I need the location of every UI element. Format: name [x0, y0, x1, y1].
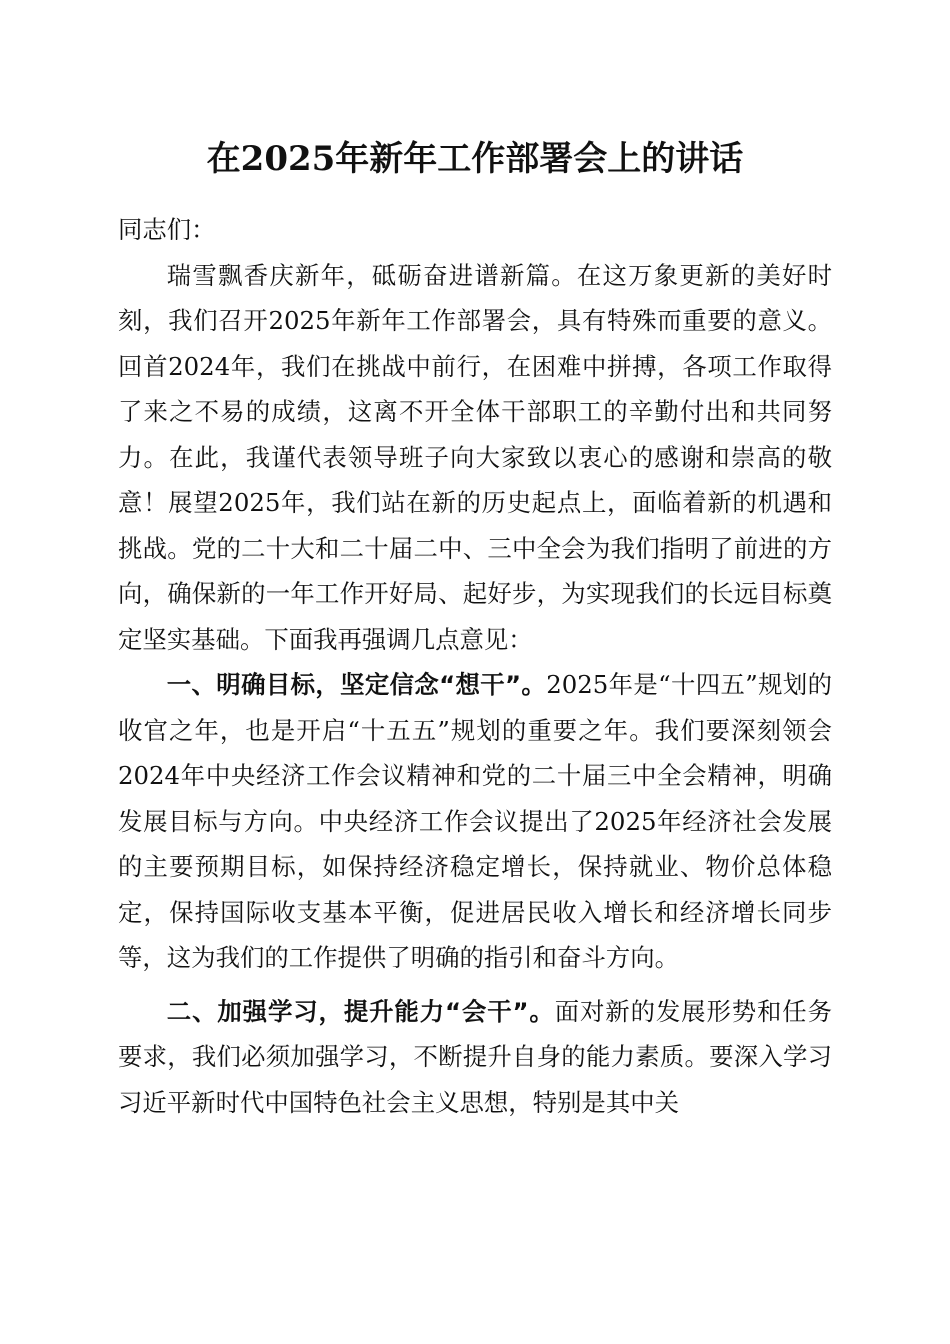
salutation: 同志们： [118, 215, 216, 244]
section-heading-1: 一、明确目标，坚定信念“想干”。 [166, 670, 547, 699]
section-text-2: 面对新的发展形势和任务要求，我们必须加强学习，不断提升自身的能力素质。要深入学习习近平新时代中国特色社会主义思想，特别是其中关 [118, 996, 832, 1117]
document-body [118, 207, 832, 1125]
document-title: 在2025年新年工作部署会上的讲话 [206, 139, 744, 179]
section-heading-2: 二、加强学习，提升能力“会干”。 [166, 996, 555, 1026]
section-paragraph-2 [118, 989, 832, 1126]
section-text-1: 2025年是“十四五”规划的收官之年，也是开启“十五五”规划的重要之年。我们要深刻领会2024年中央经济工作会议精神和党的二十届三中全会精神，明确发展目标与方向。中央经济工作会议提出了2025年经济社会发展的主要预期目标，如保持经济稳定增长，保持就业、物价总体稳定，保持国际收支基本平衡，促进居民收入增长和经济增长同步等，这为我们的工作提供了明确的指引和奋斗方向。 [118, 670, 833, 972]
intro-paragraph: 瑞雪飘香庆新年，砥砺奋进谱新篇。在这万象更新的美好时刻，我们召开2025年新年工作部署会，具有特殊而重要的意义。回首2024年，我们在挑战中前行，在困难中拼搏，各项工作取得了来之不易的成绩，这离不开全体干部职工的辛勤付出和共同努力。在此，我谨代表领导班子向大家致以衷心的感谢和崇高的敬意！展望2025年，我们站在新的历史起点上，面临着新的机遇和挑战。党的二十大和二十届二中、三中全会为我们指明了前进的方向，确保新的一年工作开好局、起好步，为实现我们的长远目标奠定坚实基础。下面我再强调几点意见： [118, 260, 832, 654]
section-paragraph-1 [118, 662, 832, 981]
